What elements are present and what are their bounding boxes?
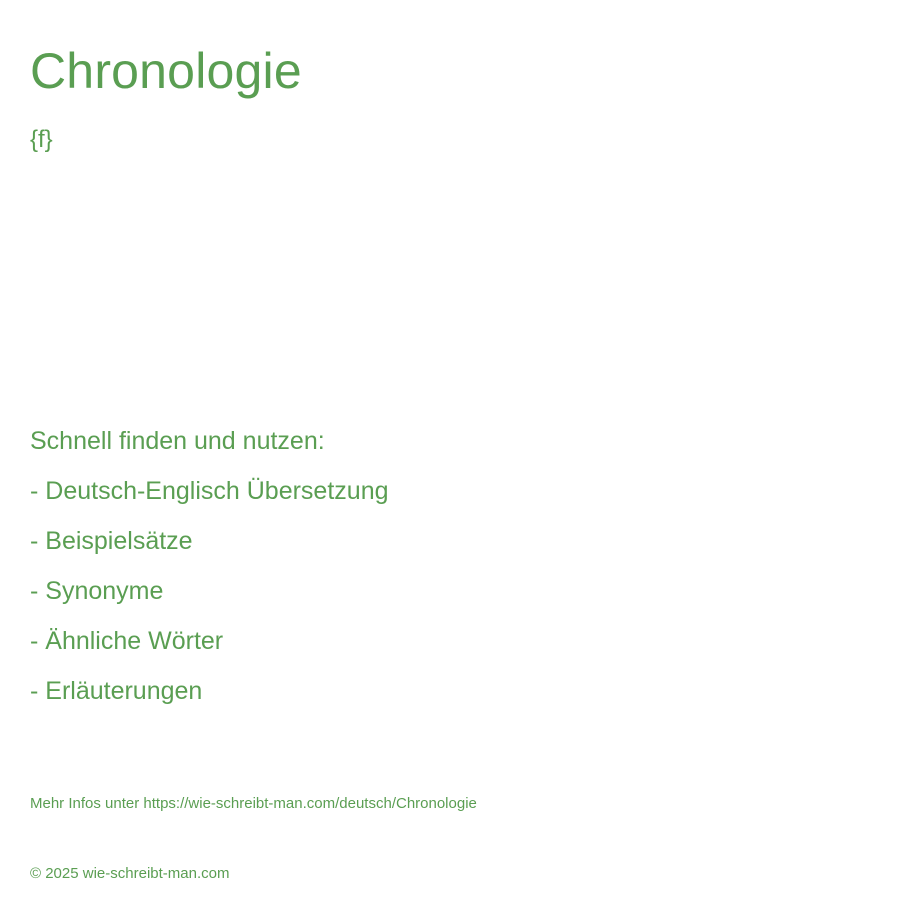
feature-item-explanations: - Erläuterungen xyxy=(30,677,203,705)
feature-list-heading: Schnell finden und nutzen: xyxy=(30,427,325,455)
copyright-notice: © 2025 wie-schreibt-man.com xyxy=(30,865,230,882)
feature-item-example-sentences: - Beispielsätze xyxy=(30,527,193,555)
feature-item-translation: - Deutsch-Englisch Übersetzung xyxy=(30,477,389,505)
feature-item-synonyms: - Synonyme xyxy=(30,577,164,605)
page-title: Chronologie xyxy=(30,43,302,99)
gender-label: {f} xyxy=(30,126,53,153)
feature-list xyxy=(30,420,389,720)
feature-item-similar-words: - Ähnliche Wörter xyxy=(30,627,224,655)
more-info-link[interactable]: Mehr Infos unter https://wie-schreibt-man.com/deutsch/Chronologie xyxy=(30,795,477,812)
